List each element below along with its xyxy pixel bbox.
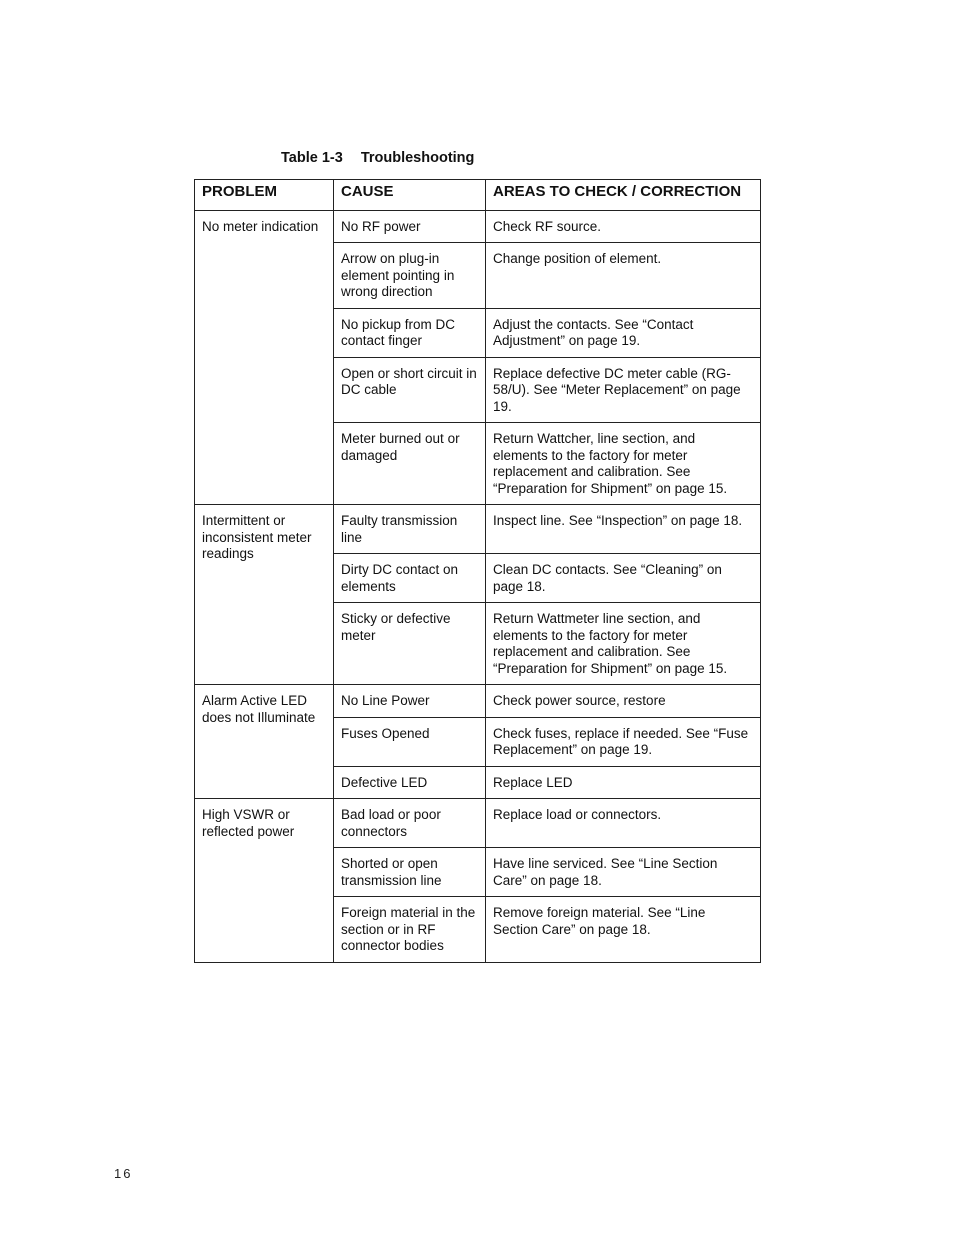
correction-cell: Adjust the contacts. See “Contact Adjustment” on page 19. (486, 308, 761, 357)
cause-cell: No pickup from DC contact finger (334, 308, 486, 357)
table-row (195, 685, 761, 718)
table-number: Table 1-3 (281, 150, 343, 166)
cause-cell: Defective LED (334, 766, 486, 799)
cause-cell: Arrow on plug-in element pointing in wrong direction (334, 243, 486, 309)
table-row (195, 210, 761, 243)
correction-cell: Clean DC contacts. See “Cleaning” on page 18. (486, 554, 761, 603)
header-correction: AREAS TO CHECK / CORRECTION (486, 180, 761, 211)
cause-cell: No Line Power (334, 685, 486, 718)
cause-cell: Open or short circuit in DC cable (334, 357, 486, 423)
cause-cell: No RF power (334, 210, 486, 243)
header-problem: PROBLEM (195, 180, 334, 211)
correction-cell: Check fuses, replace if needed. See “Fuse Replacement” on page 19. (486, 717, 761, 766)
table-caption (281, 150, 474, 166)
correction-cell: Check power source, restore (486, 685, 761, 718)
correction-cell: Remove foreign material. See “Line Section Care” on page 18. (486, 897, 761, 963)
cause-cell: Dirty DC contact on elements (334, 554, 486, 603)
correction-cell: Return Wattcher, line section, and elements to the factory for meter replacement and calibration. See “Preparation for Shipment” on page 15. (486, 423, 761, 505)
problem-cell: Intermittent or inconsistent meter readings (195, 505, 334, 685)
correction-cell: Replace load or connectors. (486, 799, 761, 848)
table-title: Troubleshooting (360, 150, 475, 166)
header-cause: CAUSE (334, 180, 486, 211)
table-row (195, 505, 761, 554)
troubleshooting-table (194, 179, 761, 963)
cause-cell: Foreign material in the section or in RF connector bodies (334, 897, 486, 963)
correction-cell: Inspect line. See “Inspection” on page 18. (486, 505, 761, 554)
table-row (195, 799, 761, 848)
header-row (195, 180, 761, 211)
cause-cell: Bad load or poor connectors (334, 799, 486, 848)
cause-cell: Meter burned out or damaged (334, 423, 486, 505)
cause-cell: Sticky or defective meter (334, 603, 486, 685)
correction-cell: Change position of element. (486, 243, 761, 309)
correction-cell: Check RF source. (486, 210, 761, 243)
problem-cell: Alarm Active LED does not Illuminate (195, 685, 334, 799)
correction-cell: Return Wattmeter line section, and elements to the factory for meter replacement and calibration. See “Preparation for Shipment” on page 15. (486, 603, 761, 685)
correction-cell: Replace LED (486, 766, 761, 799)
correction-cell: Replace defective DC meter cable (RG-58/U). See “Meter Replacement” on page 19. (486, 357, 761, 423)
page-number: 16 (114, 1166, 133, 1181)
cause-cell: Shorted or open transmission line (334, 848, 486, 897)
correction-cell: Have line serviced. See “Line Section Care” on page 18. (486, 848, 761, 897)
cause-cell: Fuses Opened (334, 717, 486, 766)
problem-cell: No meter indication (195, 210, 334, 505)
problem-cell: High VSWR or reflected power (195, 799, 334, 963)
cause-cell: Faulty transmission line (334, 505, 486, 554)
